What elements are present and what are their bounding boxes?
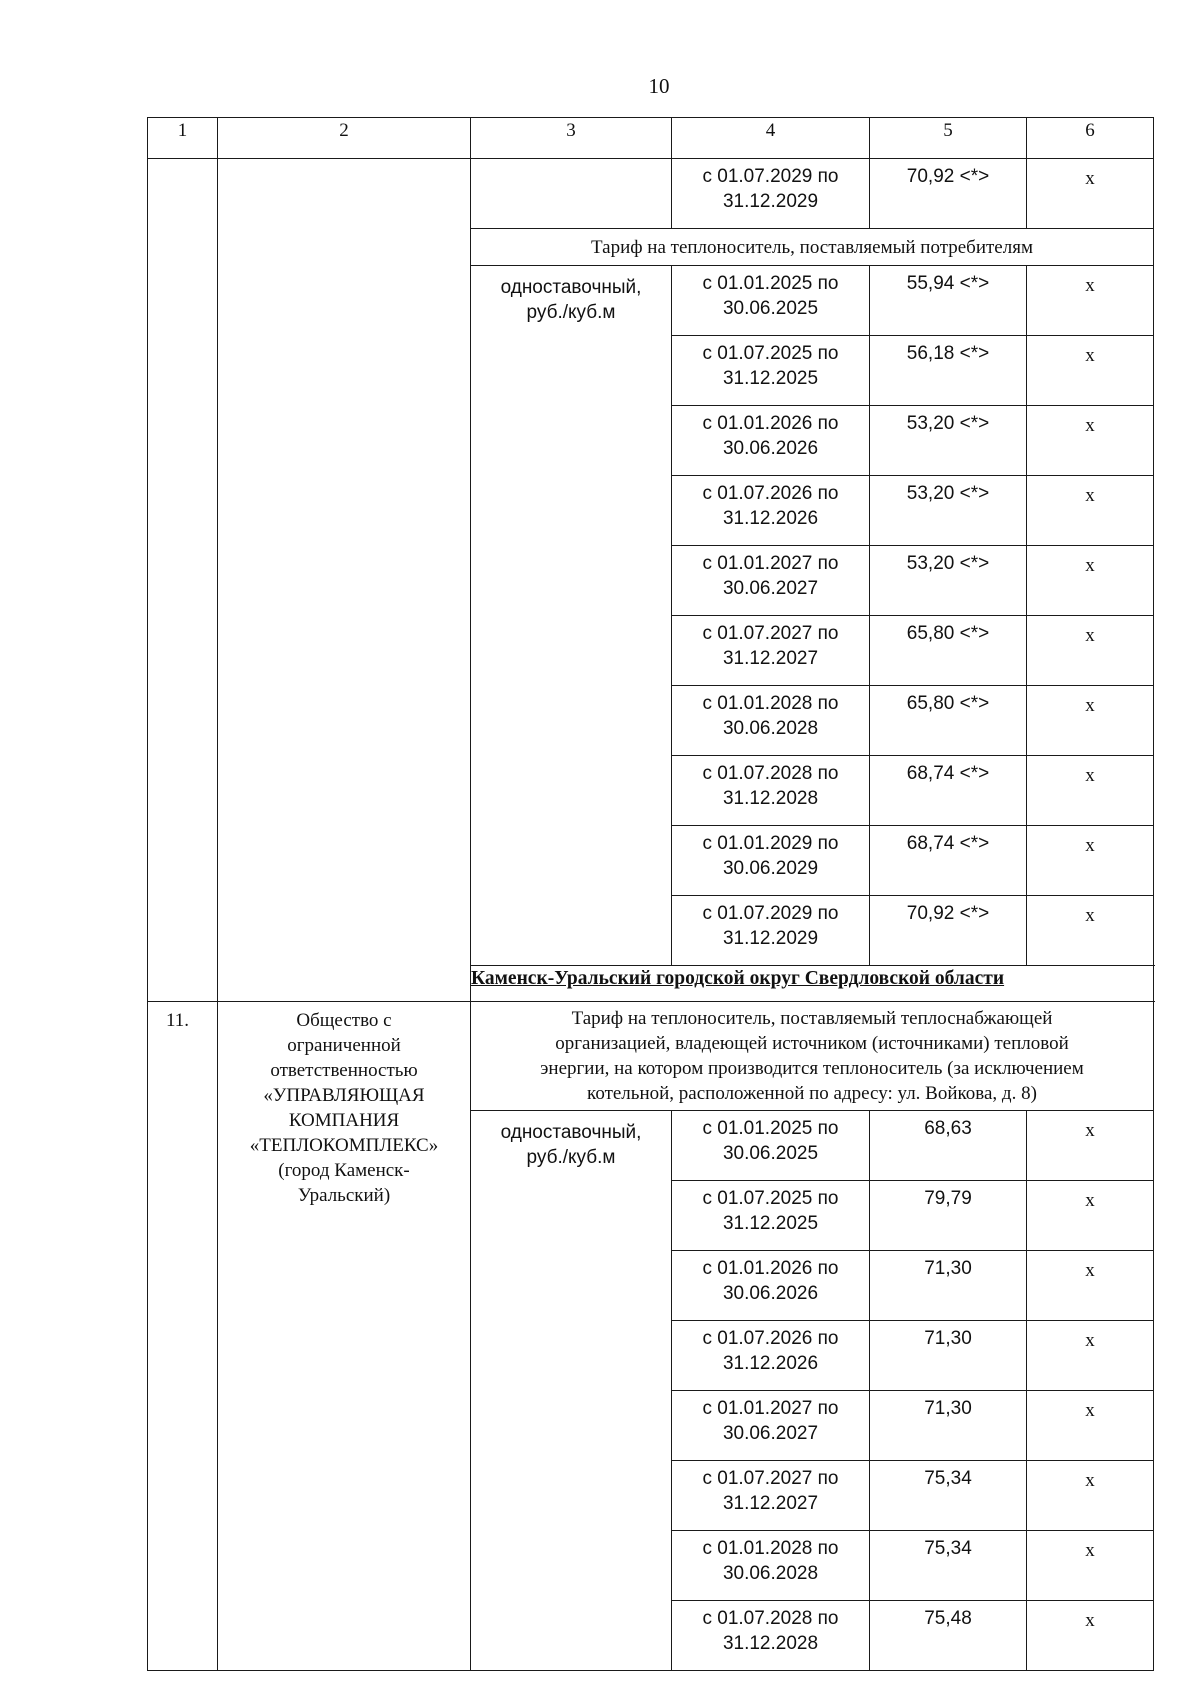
tariff-value: 75,34 <box>870 1531 1027 1601</box>
period-start: с 01.07.2027 по <box>702 1468 839 1489</box>
col6-value: х <box>1027 1391 1154 1461</box>
tariff-value: 53,20 <*> <box>870 476 1027 546</box>
period-start: с 01.01.2028 по <box>702 693 839 714</box>
period-cell <box>672 546 870 616</box>
col6-value: х <box>1027 476 1154 546</box>
organization-name <box>218 1002 471 1671</box>
period-end: 31.12.2025 <box>722 1213 819 1234</box>
period-end: 31.12.2028 <box>722 1633 819 1654</box>
period-cell <box>672 336 870 406</box>
col6-value: х <box>1027 686 1154 756</box>
region-title: Каменск-Уральский городской округ Свердловской области <box>471 968 1005 989</box>
tariff-value: 75,48 <box>870 1601 1027 1671</box>
period-end: 30.06.2027 <box>722 1423 819 1444</box>
col6-value: х <box>1027 159 1154 229</box>
tariff-value: 70,92 <*> <box>870 896 1027 966</box>
period-cell <box>672 756 870 826</box>
tariff-title: Тариф на теплоноситель, поставляемый потребителям <box>471 229 1154 266</box>
tariff-type <box>471 1111 672 1671</box>
tariff-title-line: организацией, владеющей источником (источниками) тепловой <box>555 1033 1069 1054</box>
period-end: 30.06.2025 <box>722 1143 819 1164</box>
period-end: 31.12.2027 <box>722 1493 819 1514</box>
page-number: 10 <box>648 74 670 98</box>
period-start: с 01.01.2029 по <box>702 833 839 854</box>
period-start: с 01.07.2025 по <box>702 343 839 364</box>
tariff-table <box>147 117 1154 1671</box>
header-cell: 1 <box>148 118 218 159</box>
col6-value: х <box>1027 826 1154 896</box>
period-end: 30.06.2027 <box>722 578 819 599</box>
period-start: с 01.07.2028 по <box>702 763 839 784</box>
period-start: с 01.01.2027 по <box>702 553 839 574</box>
organization-line: ограниченной <box>287 1035 401 1056</box>
tariff-title <box>471 1002 1154 1111</box>
organization-line: Общество с <box>296 1010 392 1031</box>
tariff-type-line: одноставочный, <box>500 1122 642 1143</box>
period-cell <box>672 896 870 966</box>
period-cell <box>672 406 870 476</box>
tariff-value: 53,20 <*> <box>870 546 1027 616</box>
tariff-type <box>471 266 672 966</box>
period-end: 31.12.2026 <box>722 1353 819 1374</box>
tariff-title-line: котельной, расположенной по адресу: ул. Войкова, д. 8) <box>587 1083 1037 1104</box>
period-end: 30.06.2028 <box>722 718 819 739</box>
period-start: с 01.01.2025 по <box>702 273 839 294</box>
tariff-title-line: энергии, на котором производится теплоноситель (за исключением <box>540 1058 1084 1079</box>
period-cell <box>672 1181 870 1251</box>
tariff-value: 71,30 <box>870 1251 1027 1321</box>
row-number-cell <box>148 159 218 1002</box>
header-cell: 6 <box>1027 118 1154 159</box>
tariff-type-cell <box>471 159 672 229</box>
col6-value: х <box>1027 616 1154 686</box>
header-cell: 5 <box>870 118 1027 159</box>
organization-line: Уральский) <box>297 1185 391 1206</box>
period-start: с 01.01.2026 по <box>702 413 839 434</box>
period-cell <box>672 1251 870 1321</box>
period-start: с 01.07.2028 по <box>702 1608 839 1629</box>
col6-value: х <box>1027 1251 1154 1321</box>
period-end: 31.12.2027 <box>722 648 819 669</box>
tariff-value: 55,94 <*> <box>870 266 1027 336</box>
period-cell <box>672 686 870 756</box>
tariff-title-line: Тариф на теплоноситель, поставляемый теплоснабжающей <box>571 1008 1053 1029</box>
period-cell <box>672 826 870 896</box>
col6-value: х <box>1027 1181 1154 1251</box>
table-header-row <box>148 118 1154 159</box>
period-cell <box>672 1111 870 1181</box>
region-cell <box>471 966 1154 1002</box>
period-end: 30.06.2029 <box>722 858 819 879</box>
period-end: 31.12.2029 <box>722 928 819 949</box>
tariff-value: 68,63 <box>870 1111 1027 1181</box>
tariff-value: 70,92 <*> <box>870 159 1027 229</box>
header-cell: 3 <box>471 118 672 159</box>
organization-cell <box>218 159 471 1002</box>
tariff-value: 53,20 <*> <box>870 406 1027 476</box>
period-cell <box>672 159 870 229</box>
period-end: 30.06.2026 <box>722 438 819 459</box>
tariff-value: 75,34 <box>870 1461 1027 1531</box>
organization-line: (город Каменск- <box>278 1160 410 1181</box>
period-cell <box>672 1531 870 1601</box>
tariff-value: 71,30 <box>870 1321 1027 1391</box>
col6-value: х <box>1027 1461 1154 1531</box>
col6-value: х <box>1027 546 1154 616</box>
table-row <box>148 159 1154 229</box>
period-start: с 01.01.2028 по <box>702 1538 839 1559</box>
period-start: с 01.07.2027 по <box>702 623 839 644</box>
tariff-type-line: руб./куб.м <box>526 302 616 323</box>
col6-value: х <box>1027 1321 1154 1391</box>
period-cell <box>672 1461 870 1531</box>
organization-line: ответственностью <box>270 1060 418 1081</box>
period-end: 31.12.2028 <box>722 788 819 809</box>
period-start: с 01.07.2026 по <box>702 1328 839 1349</box>
header-cell: 4 <box>672 118 870 159</box>
period-end: 30.06.2028 <box>722 1563 819 1584</box>
period-cell <box>672 616 870 686</box>
period-start: с 01.07.2029 по <box>702 903 839 924</box>
col6-value: х <box>1027 756 1154 826</box>
header-cell: 2 <box>218 118 471 159</box>
col6-value: х <box>1027 896 1154 966</box>
period-start: с 01.01.2025 по <box>702 1118 839 1139</box>
tariff-value: 56,18 <*> <box>870 336 1027 406</box>
period-end: 30.06.2025 <box>722 298 819 319</box>
period-end: 31.12.2026 <box>722 508 819 529</box>
col6-value: х <box>1027 1601 1154 1671</box>
row-number: 11. <box>148 1002 218 1671</box>
period-start: с 01.07.2026 по <box>702 483 839 504</box>
col6-value: х <box>1027 1531 1154 1601</box>
tariff-type-line: одноставочный, <box>500 277 642 298</box>
period-cell <box>672 1391 870 1461</box>
tariff-value: 68,74 <*> <box>870 826 1027 896</box>
organization-line: КОМПАНИЯ <box>288 1110 400 1131</box>
period-start: с 01.07.2025 по <box>702 1188 839 1209</box>
period-cell <box>672 1321 870 1391</box>
tariff-value: 71,30 <box>870 1391 1027 1461</box>
tariff-value: 65,80 <*> <box>870 686 1027 756</box>
period-end: 31.12.2025 <box>722 368 819 389</box>
table-row <box>148 1002 1154 1111</box>
tariff-value: 68,74 <*> <box>870 756 1027 826</box>
period-cell <box>672 1601 870 1671</box>
col6-value: х <box>1027 1111 1154 1181</box>
period-end: 30.06.2026 <box>722 1283 819 1304</box>
tariff-type-line: руб./куб.м <box>526 1147 616 1168</box>
organization-line: «ТЕПЛОКОМПЛЕКС» <box>249 1135 439 1156</box>
col6-value: х <box>1027 406 1154 476</box>
organization-line: «УПРАВЛЯЮЩАЯ <box>263 1085 425 1106</box>
period-start: с 01.07.2029 по <box>702 166 839 187</box>
period-start: с 01.01.2026 по <box>702 1258 839 1279</box>
period-end: 31.12.2029 <box>722 191 819 212</box>
period-cell <box>672 266 870 336</box>
col6-value: х <box>1027 266 1154 336</box>
tariff-value: 79,79 <box>870 1181 1027 1251</box>
period-cell <box>672 476 870 546</box>
tariff-value: 65,80 <*> <box>870 616 1027 686</box>
col6-value: х <box>1027 336 1154 406</box>
period-start: с 01.01.2027 по <box>702 1398 839 1419</box>
